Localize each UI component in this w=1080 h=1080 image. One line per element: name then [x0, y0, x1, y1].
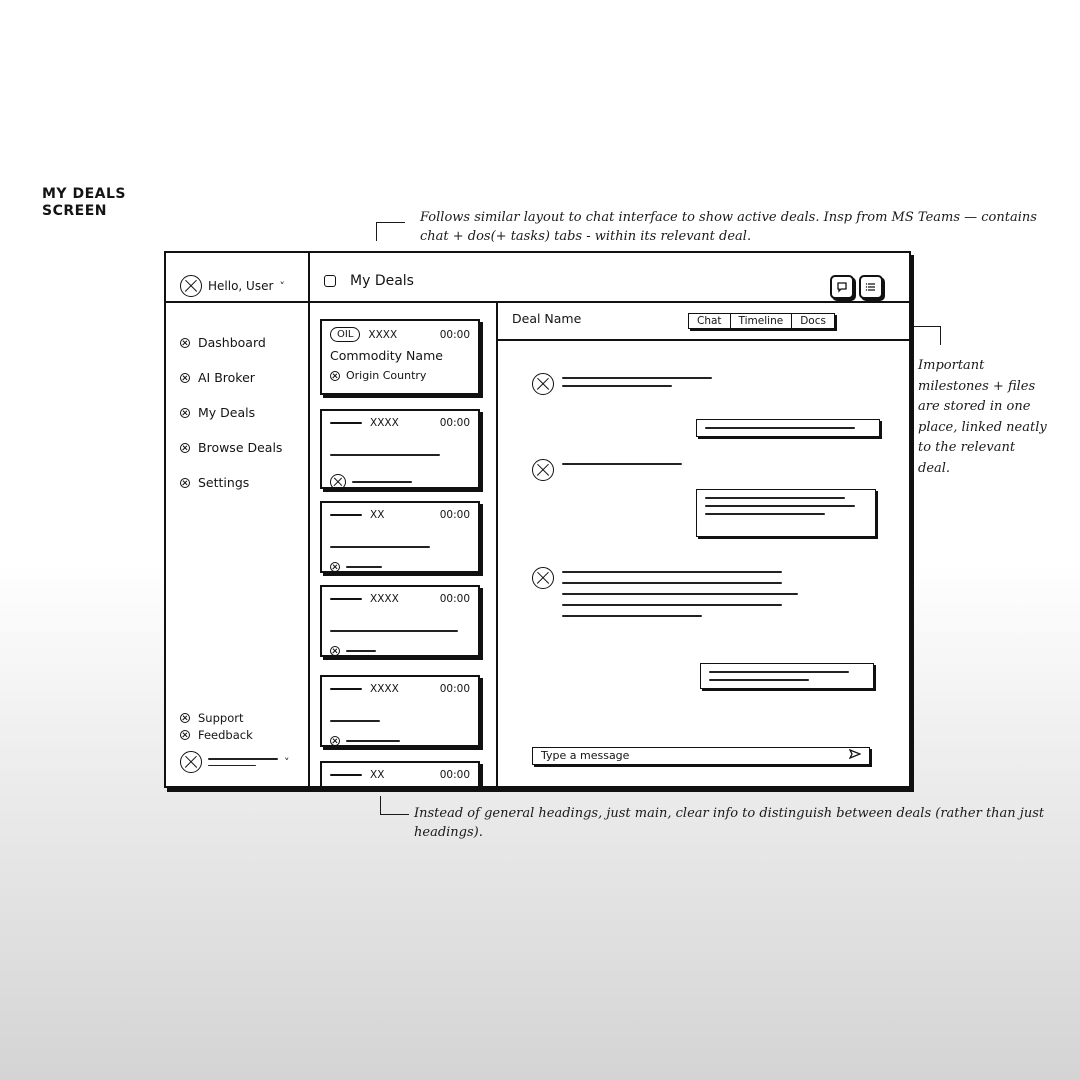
main-content	[310, 253, 909, 786]
deal-card-meta	[330, 509, 470, 521]
sidebar-item-label: Browse Deals	[198, 440, 283, 455]
avatar-icon	[180, 275, 202, 297]
sidebar-item-settings[interactable]	[180, 465, 282, 500]
deal-time: 00:00	[439, 417, 470, 429]
settings-icon	[180, 478, 190, 488]
annotation-top: Follows similar layout to chat interface to show active deals. Insp from MS Teams — contains chat + dos(+ tasks) tabs - within its relevant deal.	[420, 210, 1037, 244]
message-placeholder	[562, 459, 682, 465]
chat-header	[498, 303, 909, 341]
commodity-tag	[330, 422, 362, 424]
avatar-icon	[532, 373, 554, 395]
sidebar	[166, 253, 310, 786]
deal-card[interactable]	[320, 675, 480, 747]
origin-country: Origin Country	[346, 369, 427, 382]
flag-icon	[330, 736, 340, 746]
commodity-name-placeholder	[330, 441, 470, 460]
deal-time: 00:00	[439, 593, 470, 605]
sidebar-item-support[interactable]	[180, 709, 253, 726]
my-deals-icon	[180, 408, 190, 418]
sidebar-item-dashboard[interactable]	[180, 325, 282, 360]
commodity-name-placeholder	[330, 533, 470, 552]
message-placeholder-text: Type a message	[541, 749, 630, 762]
screen-title-line-1: MY DEALS	[42, 186, 126, 202]
deal-code: XXXX	[370, 417, 399, 429]
deal-origin	[330, 736, 470, 746]
sidebar-item-label: My Deals	[198, 405, 256, 420]
app-window	[164, 251, 911, 788]
annotation-bottom: Instead of general headings, just main, clear info to distinguish between deals (rather than just headings).	[414, 806, 1045, 840]
send-icon[interactable]	[849, 747, 861, 765]
tab-docs[interactable]: Docs	[800, 315, 826, 327]
flag-icon	[330, 474, 346, 490]
commodity-name-placeholder	[330, 707, 470, 726]
deal-card[interactable]	[320, 501, 480, 573]
message-input[interactable]	[532, 747, 870, 765]
deal-card-meta	[330, 683, 470, 695]
deal-time: 00:00	[439, 683, 470, 695]
commodity-tag	[330, 598, 362, 600]
user-menu[interactable]	[180, 275, 285, 297]
greeting: Hello, User	[208, 279, 274, 293]
feedback-icon	[180, 730, 190, 740]
deal-time: 00:00	[439, 328, 470, 341]
support-icon	[180, 713, 190, 723]
account-switcher[interactable]	[180, 751, 290, 773]
sidebar-item-browse-deals[interactable]	[180, 430, 282, 465]
deal-card-meta	[330, 593, 470, 605]
content-header	[310, 253, 909, 303]
annotation-right: Important milestones + files are stored in one place, linked neatly to the relevant deal.	[918, 358, 1047, 476]
deal-origin	[330, 474, 470, 490]
sidebar-item-label: Feedback	[198, 727, 253, 742]
deal-code: XX	[370, 509, 385, 521]
deal-code: XXXX	[370, 683, 399, 695]
incoming-message	[532, 373, 712, 395]
deal-origin	[330, 646, 470, 656]
flag-icon	[330, 371, 340, 381]
deal-code: XXXX	[368, 328, 398, 341]
outgoing-message	[696, 489, 876, 537]
deal-list	[310, 303, 498, 786]
sidebar-nav	[180, 325, 282, 500]
flag-icon	[330, 562, 340, 572]
sidebar-item-label: AI Broker	[198, 370, 255, 385]
deal-card[interactable]	[320, 761, 480, 786]
sidebar-item-feedback[interactable]	[180, 726, 253, 743]
annotation-bottom-bracket	[380, 796, 409, 815]
deal-code: XXXX	[370, 593, 399, 605]
screen-title-line-2: SCREEN	[42, 203, 107, 219]
commodity-name: Commodity Name	[330, 348, 443, 363]
message-placeholder	[562, 567, 798, 617]
ai-broker-icon	[180, 373, 190, 383]
deal-card[interactable]	[320, 409, 480, 489]
sidebar-item-label: Dashboard	[198, 335, 266, 350]
deal-card[interactable]	[320, 319, 480, 395]
deal-card-meta	[330, 769, 470, 781]
sidebar-toggle-icon[interactable]	[324, 275, 336, 287]
commodity-tag	[330, 774, 362, 776]
dashboard-icon	[180, 338, 190, 348]
commodity-name-placeholder	[330, 617, 470, 636]
deal-name: Deal Name	[512, 311, 582, 326]
sidebar-item-my-deals[interactable]	[180, 395, 282, 430]
annotation-top-bracket	[376, 222, 405, 241]
deal-origin	[330, 369, 470, 382]
tab-timeline[interactable]: Timeline	[731, 314, 793, 328]
avatar-icon	[532, 459, 554, 481]
list-icon[interactable]	[859, 275, 883, 299]
sidebar-divider	[166, 301, 308, 303]
deal-code: XX	[370, 769, 385, 781]
incoming-message	[532, 459, 682, 481]
message-placeholder	[562, 373, 712, 387]
avatar-icon	[532, 567, 554, 589]
outgoing-message	[700, 663, 874, 689]
deal-time: 00:00	[439, 509, 470, 521]
flag-icon	[330, 646, 340, 656]
page-title	[324, 273, 414, 289]
avatar-icon	[180, 751, 202, 773]
deal-time: 00:00	[439, 769, 470, 781]
sidebar-item-ai-broker[interactable]	[180, 360, 282, 395]
account-placeholder	[208, 758, 278, 766]
tab-chat[interactable]: Chat	[689, 314, 731, 328]
screen-title	[42, 186, 126, 220]
commodity-tag	[330, 514, 362, 516]
sidebar-bottom-nav	[180, 709, 253, 743]
annotation-right-bracket	[912, 326, 941, 345]
deal-card-meta	[330, 417, 470, 429]
deal-card-meta	[330, 327, 470, 342]
page-title-text: My Deals	[350, 273, 414, 289]
commodity-tag	[330, 688, 362, 690]
chevron-down-icon: ˅	[279, 279, 285, 293]
deal-tabs	[688, 313, 835, 329]
outgoing-message	[696, 419, 880, 437]
sidebar-item-label: Support	[198, 710, 244, 725]
chevron-down-icon: ˅	[284, 755, 290, 769]
browse-deals-icon	[180, 443, 190, 453]
incoming-message	[532, 567, 798, 617]
chat-panel	[498, 303, 909, 786]
sidebar-item-label: Settings	[198, 475, 250, 490]
commodity-tag: OIL	[330, 327, 360, 342]
chat-icon[interactable]	[830, 275, 854, 299]
deal-origin	[330, 562, 470, 572]
deal-card[interactable]	[320, 585, 480, 657]
